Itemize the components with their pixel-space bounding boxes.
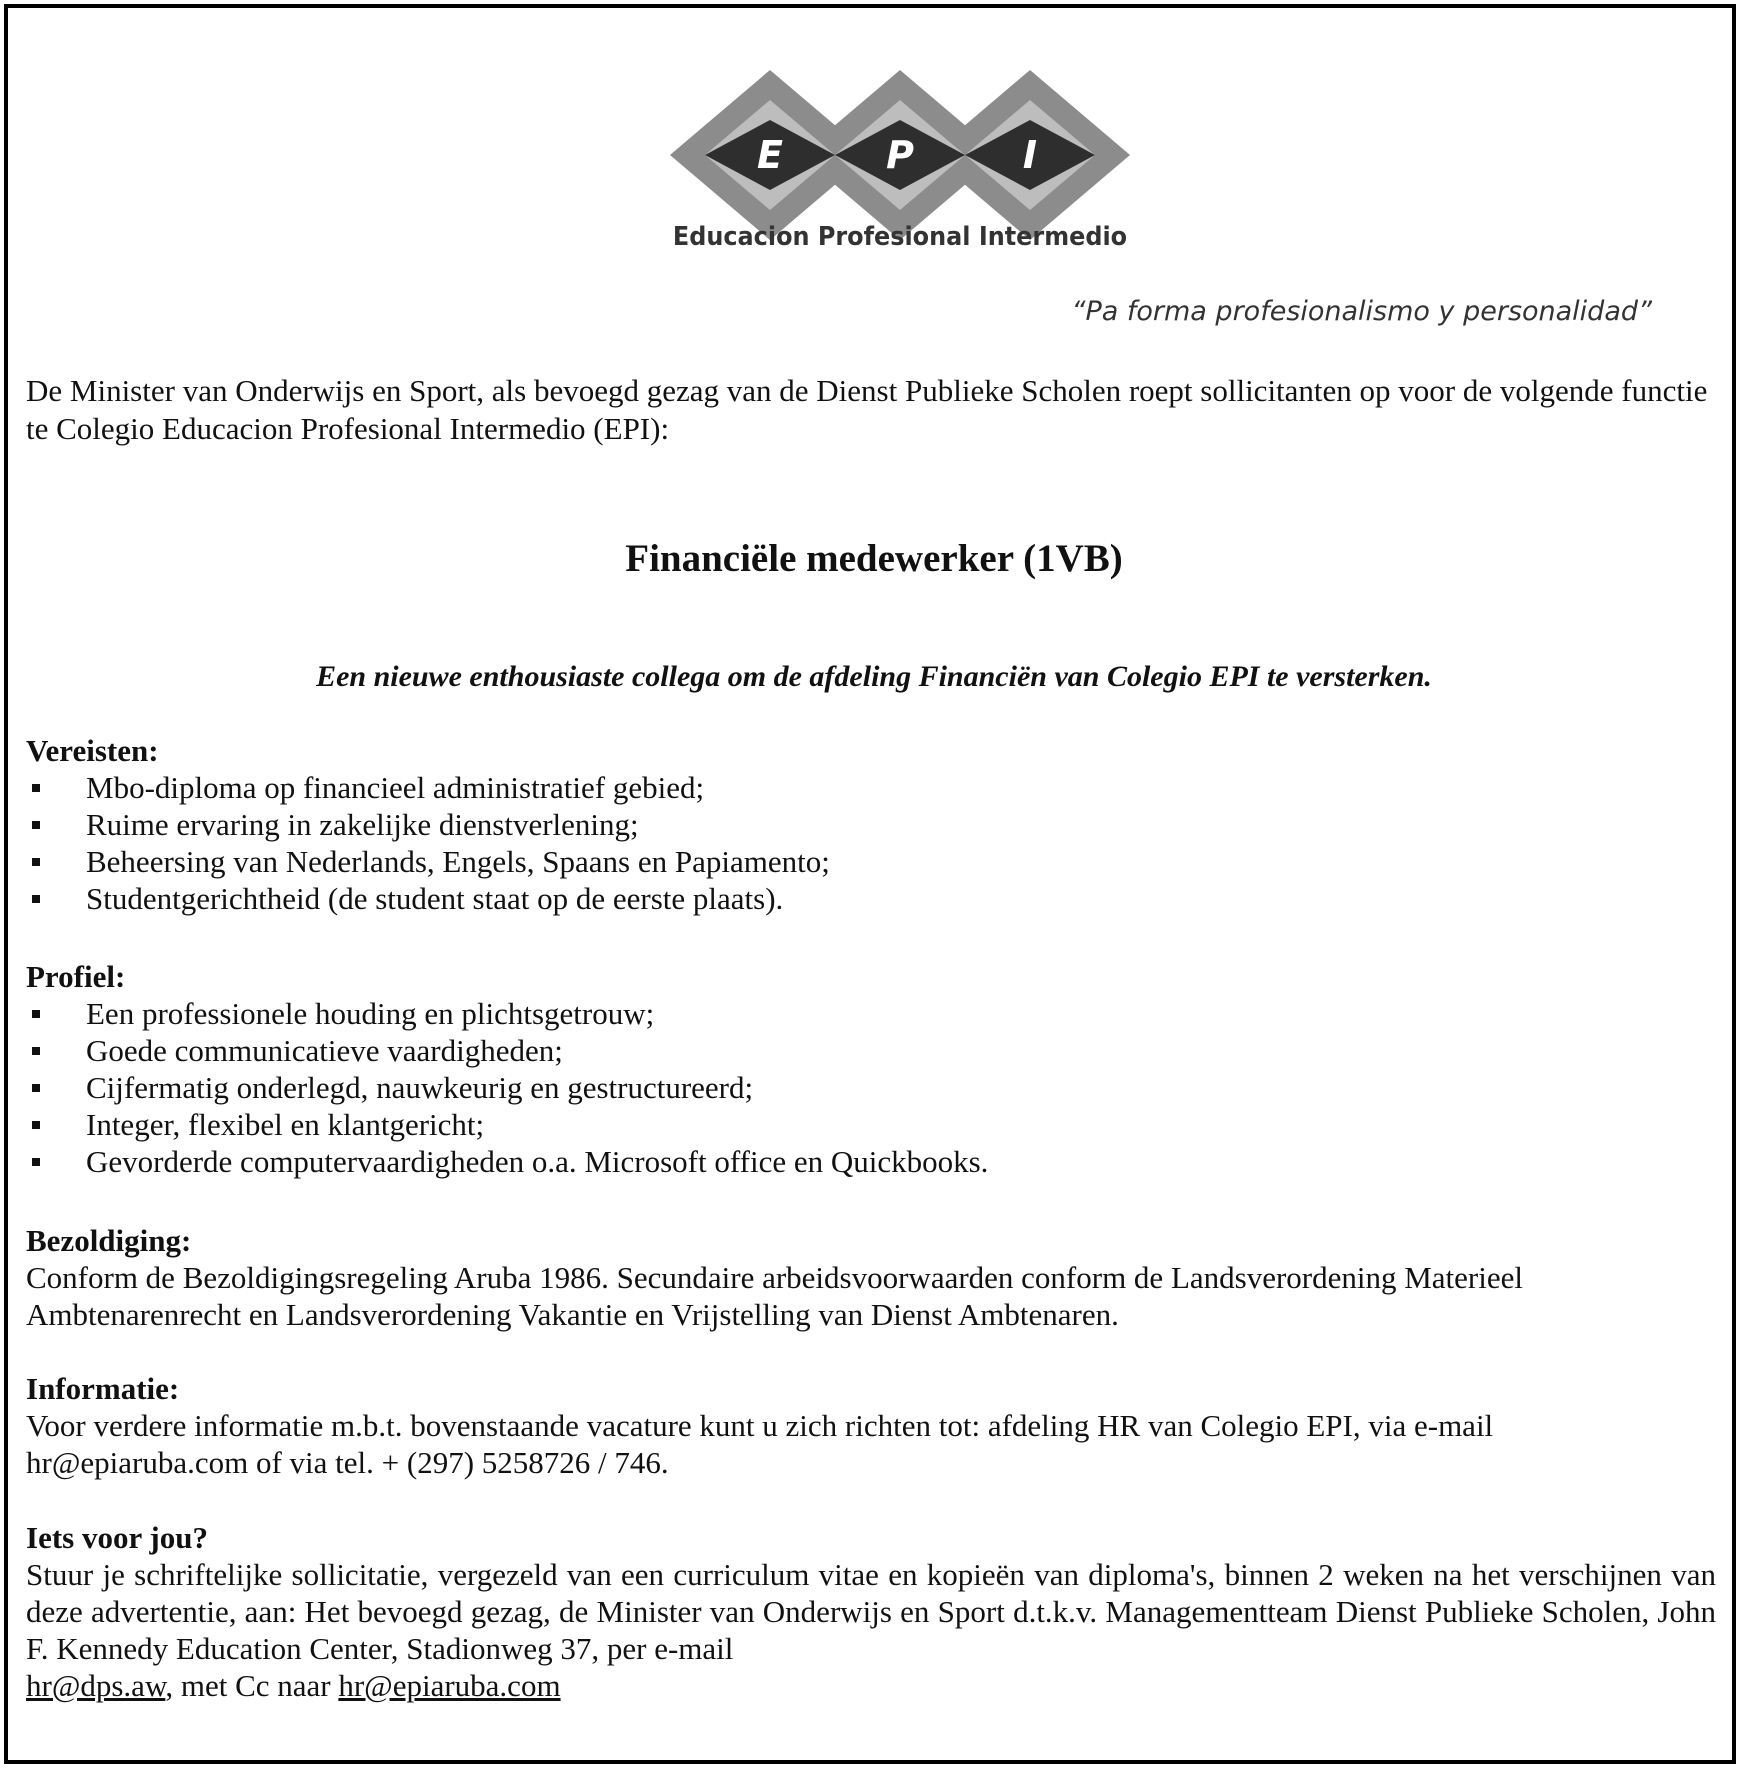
section-heading: Informatie: xyxy=(26,1371,180,1406)
section-heading: Vereisten: xyxy=(26,733,159,768)
list-item xyxy=(26,769,1716,806)
section-informatie xyxy=(26,1370,1716,1481)
list-item-text: Gevorderde computervaardigheden o.a. Microsoft office en Quickbooks. xyxy=(86,1144,989,1179)
section-text: Conform de Bezoldigingsregeling Aruba 1986. Secundaire arbeidsvoorwaarden conform de Landsverordening Materieel Ambtenarenrecht en Landsverordening Vakantie en Vrijstelling van Dienst Ambtenaren. xyxy=(26,1260,1523,1332)
logo-letter-p: P xyxy=(886,133,914,177)
section-heading: Profiel: xyxy=(26,959,126,994)
list-item xyxy=(26,1032,1716,1069)
section-iets-voor-jou xyxy=(26,1519,1716,1704)
list-item xyxy=(26,843,1716,880)
requirements-list xyxy=(26,769,1716,917)
list-item-text: Mbo-diploma op financieel administratief gebied; xyxy=(86,770,705,805)
list-item xyxy=(26,995,1716,1032)
bullet-icon xyxy=(32,858,40,866)
bullet-icon xyxy=(32,1010,40,1018)
application-text: Stuur je schriftelijke sollicitatie, vergezeld van een curriculum vitae en kopieën van diploma's, binnen 2 weken na het verschijnen van deze advertentie, aan: Het bevoegd gezag, de Minister van Onderwijs en Sport d.t.k.v. Managementteam Dienst Publieke Scholen, John F. Kennedy Education Center, Stadionweg 37, per e-mail xyxy=(26,1557,1716,1666)
list-item xyxy=(26,1106,1716,1143)
logo-letter-e: E xyxy=(757,133,783,177)
list-item-text: Integer, flexibel en klantgericht; xyxy=(86,1107,485,1142)
section-heading: Bezoldiging: xyxy=(26,1223,192,1258)
list-item-text: Beheersing van Nederlands, Engels, Spaans en Papiamento; xyxy=(86,844,830,879)
email-link-epi[interactable]: hr@epiaruba.com xyxy=(338,1668,561,1703)
section-heading: Iets voor jou? xyxy=(26,1520,208,1555)
intro-paragraph: De Minister van Onderwijs en Sport, als bevoegd gezag van de Dienst Publieke Scholen roept sollicitanten op voor de volgende functie te Colegio Educacion Profesional Intermedio (EPI): xyxy=(26,373,1708,446)
section-text xyxy=(26,1556,1716,1704)
profile-list xyxy=(26,995,1716,1180)
list-item-text: Studentgerichtheid (de student staat op de eerste plaats). xyxy=(86,881,784,916)
job-title: Financiële medewerker (1VB) xyxy=(625,537,1123,580)
bullet-icon xyxy=(32,784,40,792)
bullet-icon xyxy=(32,895,40,903)
bullet-icon xyxy=(32,1047,40,1055)
section-bezoldiging xyxy=(26,1222,1716,1333)
bullet-icon xyxy=(32,821,40,829)
list-item-text: Goede communicatieve vaardigheden; xyxy=(86,1033,563,1068)
list-item xyxy=(26,880,1716,917)
bullet-icon xyxy=(32,1084,40,1092)
list-item xyxy=(26,806,1716,843)
section-vereisten xyxy=(26,732,1716,917)
bullet-icon xyxy=(32,1121,40,1129)
list-item-text: Cijfermatig onderlegd, nauwkeurig en gestructureerd; xyxy=(86,1070,754,1105)
list-item xyxy=(26,1143,1716,1180)
list-item xyxy=(26,1069,1716,1106)
bullet-icon xyxy=(32,1158,40,1166)
job-subtitle: Een nieuwe enthousiaste collega om de afdeling Financiën van Colegio EPI te versterken. xyxy=(316,660,1432,693)
tagline: “Pa forma profesionalismo y personalidad” xyxy=(1071,296,1652,327)
section-profiel xyxy=(26,958,1716,1180)
email-link-dps[interactable]: hr@dps.aw xyxy=(26,1668,166,1703)
logo-subtitle: Educacion Profesional Intermedio xyxy=(672,222,1128,252)
list-item-text: Een professionele houding en plichtsgetrouw; xyxy=(86,996,655,1031)
section-text: Voor verdere informatie m.b.t. bovenstaande vacature kunt u zich richten tot: afdeling HR van Colegio EPI, via e-mail hr@epiaruba.com of via tel. + (297) 5258726 / 746. xyxy=(26,1408,1494,1480)
list-item-text: Ruime ervaring in zakelijke dienstverlening; xyxy=(86,807,639,842)
logo-letter-i: I xyxy=(1022,133,1038,177)
cc-text: , met Cc naar xyxy=(165,1668,331,1703)
